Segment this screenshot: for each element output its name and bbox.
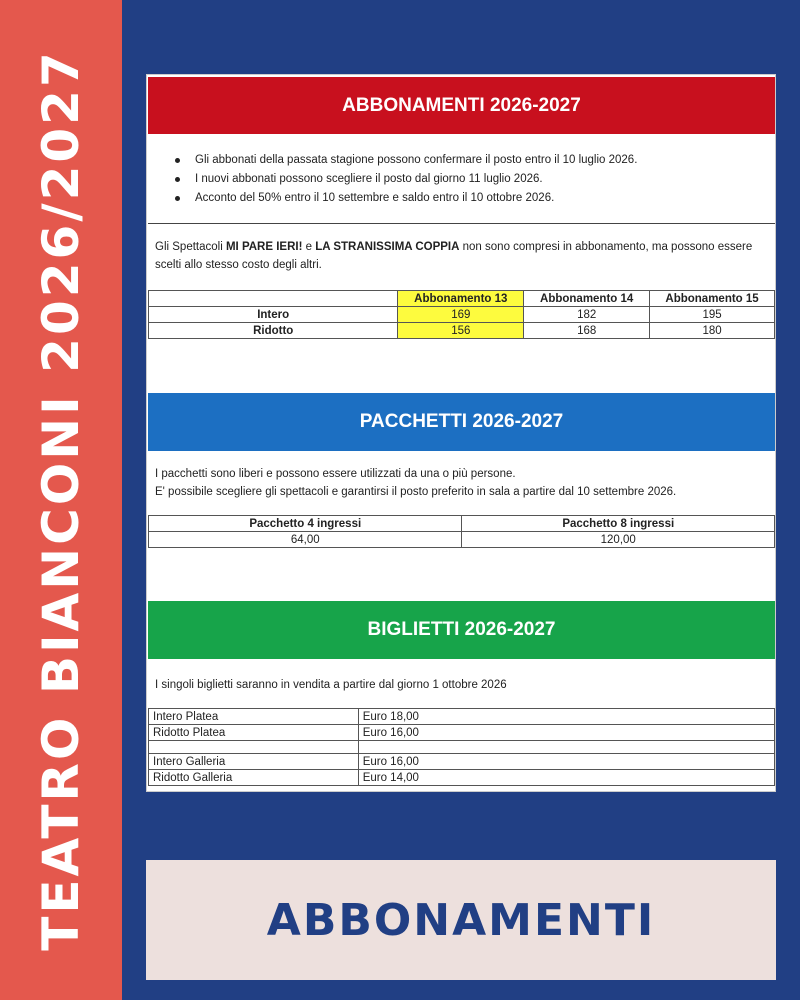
pacchetti-table	[148, 515, 775, 548]
abbonamenti-table	[148, 290, 775, 339]
table-row	[149, 323, 775, 339]
table-header-row	[149, 291, 775, 307]
ticket-price: Euro 14,00	[358, 770, 774, 786]
note-text: e	[305, 241, 313, 253]
abbonamenti-bullets	[175, 151, 637, 208]
bullet-item: Acconto del 50% entro il 10 settembre e saldo entro il 10 ottobre 2026.	[175, 189, 637, 208]
bullet-item: I nuovi abbonati possono scegliere il posto dal giorno 11 luglio 2026.	[175, 170, 637, 189]
table-row	[149, 770, 775, 786]
row-label: Ridotto	[149, 323, 398, 339]
row-label: Intero	[149, 307, 398, 323]
biglietti-text: I singoli biglietti saranno in vendita a partire dal giorno 1 ottobre 2026	[155, 679, 507, 691]
ticket-label: Intero Platea	[149, 709, 359, 725]
note-show-title: MI PARE IERI!	[225, 241, 303, 253]
table-cell: 64,00	[149, 532, 462, 548]
table-cell: 168	[524, 323, 650, 339]
ticket-price: Euro 16,00	[358, 725, 774, 741]
table-row	[149, 754, 775, 770]
side-band	[0, 0, 122, 1000]
table-header-cell: Abbonamento 13	[398, 291, 524, 307]
table-cell: 156	[398, 323, 524, 339]
ticket-label: Ridotto Galleria	[149, 770, 359, 786]
table-cell: 180	[650, 323, 775, 339]
note-show-title: LA STRANISSIMA COPPIA	[315, 241, 460, 253]
pacchetti-text-2: E' possibile scegliere gli spettacoli e garantirsi il posto preferito in sala a partire dal 10 settembre 2026.	[155, 486, 677, 498]
table-row	[149, 709, 775, 725]
ticket-label: Ridotto Platea	[149, 725, 359, 741]
table-header-cell: Pacchetto 4 ingressi	[149, 516, 462, 532]
table-cell: 182	[524, 307, 650, 323]
table-row	[149, 307, 775, 323]
price-sheet	[146, 74, 776, 792]
pacchetti-text-1: I pacchetti sono liberi e possono essere utilizzati da una o più persone.	[155, 468, 516, 480]
biglietti-table	[148, 708, 775, 786]
ticket-price: Euro 16,00	[358, 754, 774, 770]
table-header-cell: Abbonamento 15	[650, 291, 775, 307]
biglietti-header: BIGLIETTI 2026-2027	[148, 601, 775, 659]
table-cell: 169	[398, 307, 524, 323]
abbonamenti-header: ABBONAMENTI 2026-2027	[148, 77, 775, 134]
side-title: TEATRO BIANCONI 2026/2027	[32, 49, 90, 951]
divider	[148, 223, 775, 224]
table-header-cell: Abbonamento 14	[524, 291, 650, 307]
table-row	[149, 725, 775, 741]
note-text: non sono compresi in abbonamento, ma possono essere scelti allo stesso costo degli altri.	[155, 241, 753, 271]
table-header-row	[149, 516, 775, 532]
abbonamenti-note	[155, 238, 765, 274]
table-header-cell	[149, 291, 398, 307]
ticket-label: Intero Galleria	[149, 754, 359, 770]
table-row	[149, 532, 775, 548]
table-spacer-row	[149, 741, 775, 754]
bullet-item: Gli abbonati della passata stagione possono confermare il posto entro il 10 luglio 2026.	[175, 151, 637, 170]
ticket-price: Euro 18,00	[358, 709, 774, 725]
table-cell: 195	[650, 307, 775, 323]
table-header-cell: Pacchetto 8 ingressi	[462, 516, 775, 532]
table-cell: 120,00	[462, 532, 775, 548]
pacchetti-header: PACCHETTI 2026-2027	[148, 393, 775, 451]
bottom-label-box	[146, 860, 776, 980]
bottom-label: ABBONAMENTI	[266, 894, 656, 946]
note-text: Gli Spettacoli	[155, 241, 223, 253]
